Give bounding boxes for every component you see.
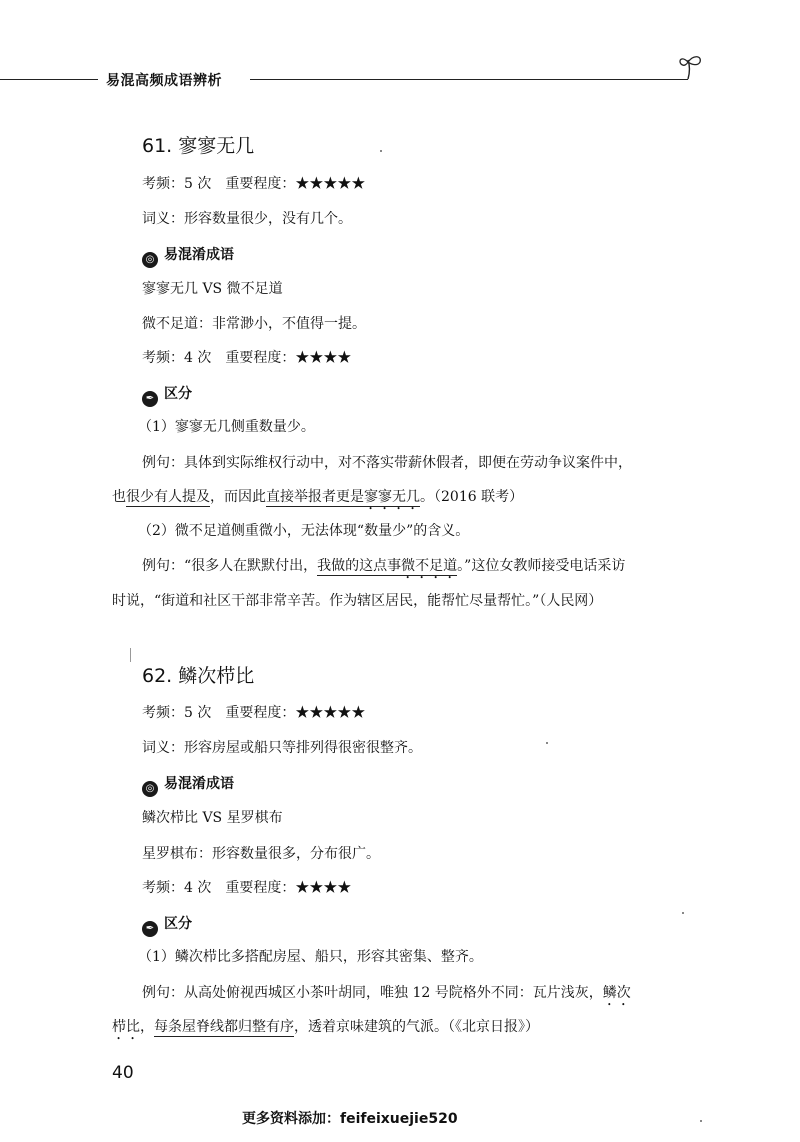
feather-icon: ✒ (142, 391, 158, 407)
confusable-frequency: 考频：4 次 重要程度：★★★★ (142, 880, 352, 896)
header-rule-left (0, 79, 98, 80)
scan-speck (546, 742, 548, 744)
confusable-pair: 寥寥无几 VS 微不足道 (142, 281, 283, 297)
example-2-line-1: 例句：“很多人在默默付出，我做的这点事微不足道。”这位女教师接受电话采访 (142, 558, 626, 574)
feather-icon: ✒ (142, 921, 158, 937)
target-idiom: 寥寥无几 (364, 489, 420, 505)
header-rule-right (250, 79, 688, 80)
meaning-line: 词义：形容数量很少，没有几个。 (142, 211, 352, 227)
target-idiom: 鳞次 (602, 985, 631, 1001)
sprout-icon (678, 52, 710, 82)
frequency-line: 考频：5 次 重要程度：★★★★★ (142, 176, 366, 192)
example-1-line-2: 栉比，每条屋脊线都归整有序，透着京味建筑的气派。（《北京日报》） (112, 1019, 539, 1035)
scan-speck (682, 912, 684, 914)
footer-note: 更多资料添加：feifeixuejie520 (242, 1111, 458, 1127)
section-title: 61. 寥寥无几 (142, 135, 255, 157)
confusable-meaning: 星罗棋布：形容数量很多，分布很广。 (142, 846, 380, 862)
frequency-line: 考频：5 次 重要程度：★★★★★ (142, 705, 366, 721)
scan-mark (130, 648, 131, 662)
double-circle-icon: ◎ (142, 252, 158, 268)
distinguish-heading: ✒ 区分 (142, 383, 192, 407)
confusable-pair: 鳞次栉比 VS 星罗棋布 (142, 810, 283, 826)
running-header-title: 易混高频成语辨析 (106, 73, 222, 89)
distinguish-point-2: （2）微不足道侧重微小，无法体现“数量少”的含义。 (138, 523, 470, 539)
example-1-line-2: 也很少有人提及，而因此直接举报者更是寥寥无几。（2016 联考） (112, 489, 524, 505)
section-title: 62. 鳞次栉比 (142, 665, 255, 687)
distinguish-heading: ✒ 区分 (142, 913, 192, 937)
confusable-meaning: 微不足道：非常渺小，不值得一提。 (142, 316, 366, 332)
confusable-heading: ◎ 易混淆成语 (142, 244, 234, 268)
scan-speck (380, 150, 382, 152)
example-2-line-2: 时说，“街道和社区干部非常辛苦。作为辖区居民，能帮忙尽量帮忙。”（人民网） (112, 593, 603, 609)
example-1-line-1: 例句：具体到实际维权行动中，对不落实带薪休假者，即便在劳动争议案件中， (142, 455, 632, 471)
distinguish-point-1: （1）鳞次栉比多搭配房屋、船只，形容其密集、整齐。 (138, 949, 483, 965)
meaning-line: 词义：形容房屋或船只等排列得很密很整齐。 (142, 740, 422, 756)
example-1-line-1: 例句：从高处俯视西城区小茶叶胡同，唯独 12 号院格外不同：瓦片浅灰，鳞次 (142, 985, 631, 1001)
scan-speck (700, 1120, 702, 1122)
distinguish-point-1: （1）寥寥无几侧重数量少。 (138, 419, 315, 435)
target-idiom: 微不足道 (401, 558, 458, 574)
confusable-heading: ◎ 易混淆成语 (142, 773, 234, 797)
double-circle-icon: ◎ (142, 781, 158, 797)
page-number: 40 (112, 1063, 134, 1083)
confusable-frequency: 考频：4 次 重要程度：★★★★ (142, 350, 352, 366)
target-idiom: 栉比 (112, 1019, 140, 1035)
